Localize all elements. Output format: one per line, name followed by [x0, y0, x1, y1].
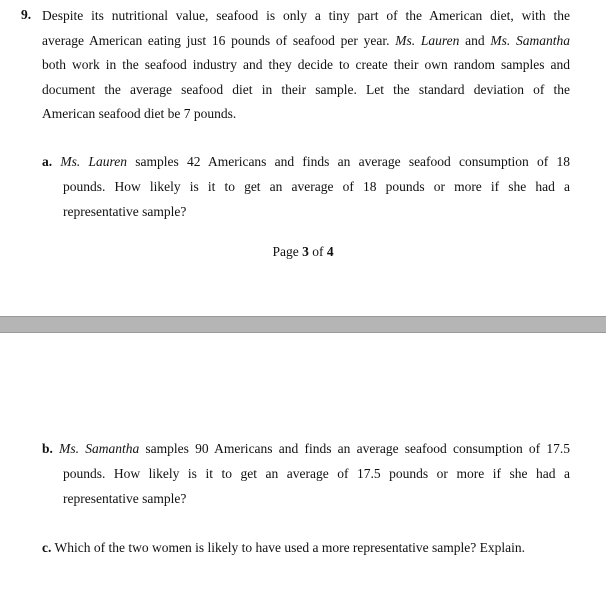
intro-line-2: average American eating just 16 pounds of seafood per year. Ms. Lauren and Ms. Samantha — [42, 32, 570, 48]
part-a-name: Ms. Lauren — [60, 154, 127, 169]
question-intro — [42, 4, 570, 127]
part-c-text: Which of the two women is likely to have used a more representative sample? Explain. — [51, 540, 525, 555]
question-number: 9. — [21, 7, 32, 22]
part-a-line-1: a. Ms. Lauren samples 42 Americans and finds an average seafood consumption of 18 — [42, 154, 571, 169]
part-b-line-1: b. Ms. Samantha samples 90 Americans and finds an average seafood consumption of 17.5 — [42, 441, 571, 456]
part-b-continuation — [63, 462, 570, 511]
name-lauren: Ms. Lauren — [395, 32, 460, 48]
total-pages: 4 — [326, 244, 334, 259]
part-a-label: a. — [42, 154, 53, 169]
current-page-number: 3 — [302, 244, 309, 259]
page-separator — [0, 316, 606, 333]
intro-line-1: Despite its nutritional value, seafood is only a tiny part of the American diet, with the — [42, 8, 570, 23]
part-b-name: Ms. Samantha — [59, 441, 140, 456]
part-b-label: b. — [42, 441, 53, 456]
part-a-line-2: pounds. How likely is it to get an average of 18 pounds or more if she had a — [63, 179, 570, 194]
part-b-line-3: representative sample? — [63, 490, 187, 506]
intro-line-3: both work in the seafood industry and they decide to create their own random samples and — [42, 57, 570, 72]
part-a-continuation — [63, 175, 570, 224]
page-4 — [0, 333, 606, 589]
page-footer: Page 3 of 4 — [272, 244, 334, 259]
intro-line-5: American seafood diet be 7 pounds. — [42, 106, 237, 121]
part-b-line-2: pounds. How likely is it to get an average of 17.5 pounds or more if she had a — [63, 466, 570, 481]
intro-line-4: document the average seafood diet in their sample. Let the standard deviation of the — [42, 81, 570, 97]
part-c — [42, 536, 525, 561]
part-c-label: c. — [42, 540, 52, 555]
part-a-line-3: representative sample? — [63, 203, 187, 219]
name-samantha: Ms. Samantha — [490, 32, 570, 48]
